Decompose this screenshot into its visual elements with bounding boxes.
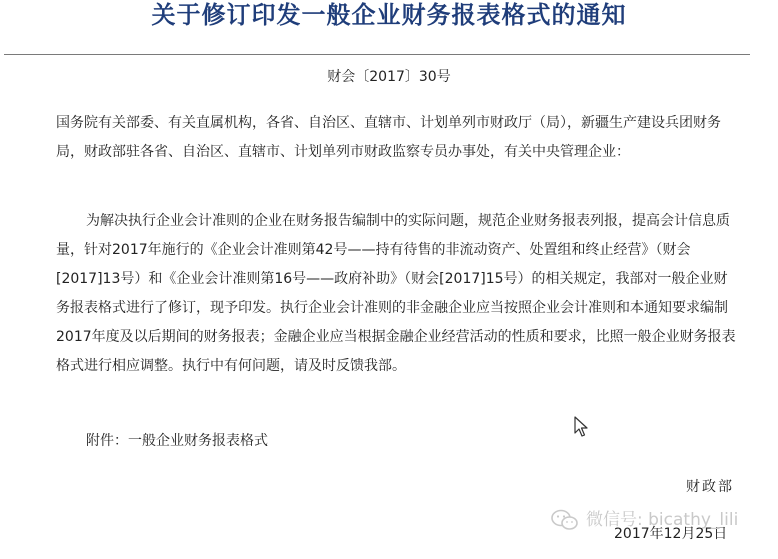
document-number: 财会〔2017〕30号 <box>327 69 451 85</box>
title-divider <box>4 54 750 55</box>
document-title: 关于修订印发一般企业财务报表格式的通知 <box>151 0 627 29</box>
attachment-line: 附件：一般企业财务报表格式 <box>86 433 268 449</box>
body-paragraph: 为解决执行企业会计准则的企业在财务报告编制中的实际问题，规范企业财务报表列报，提高会计信息质量，针对2017年施行的《企业会计准则第42号——持有待售的非流动资产、处置组和终止经营》（财会[2017]13号）和《企业会计准则第16号——政府补助》（财会[2017]15号）的相关规定，我部对一般企业财务报表格式进行了修订，现予印发。执行企业会计准则的非金融企业应当按照企业会计准则和本通知要求编制2017年度及以后期间的财务报表；金融企业应当根据金融企业经营活动的性质和要求，比照一般企业财务报表格式进行相应调整。执行中有何问题，请及时反馈我部。 <box>56 213 736 374</box>
mouse-cursor-icon <box>574 416 588 438</box>
wechat-icon <box>550 508 580 532</box>
wechat-watermark <box>550 508 738 532</box>
watermark-text: 微信号: bicathy_lili <box>586 510 739 530</box>
addressee-paragraph: 国务院有关部委、有关直属机构，各省、自治区、直辖市、计划单列市财政厅（局），新疆生产建设兵团财务局，财政部驻各省、自治区、直辖市、计划单列市财政监察专员办事处，有关中央管理企业： <box>56 115 721 160</box>
issuer-name: 财政部 <box>686 479 734 495</box>
issue-date: 2017年12月25日 <box>614 526 728 542</box>
